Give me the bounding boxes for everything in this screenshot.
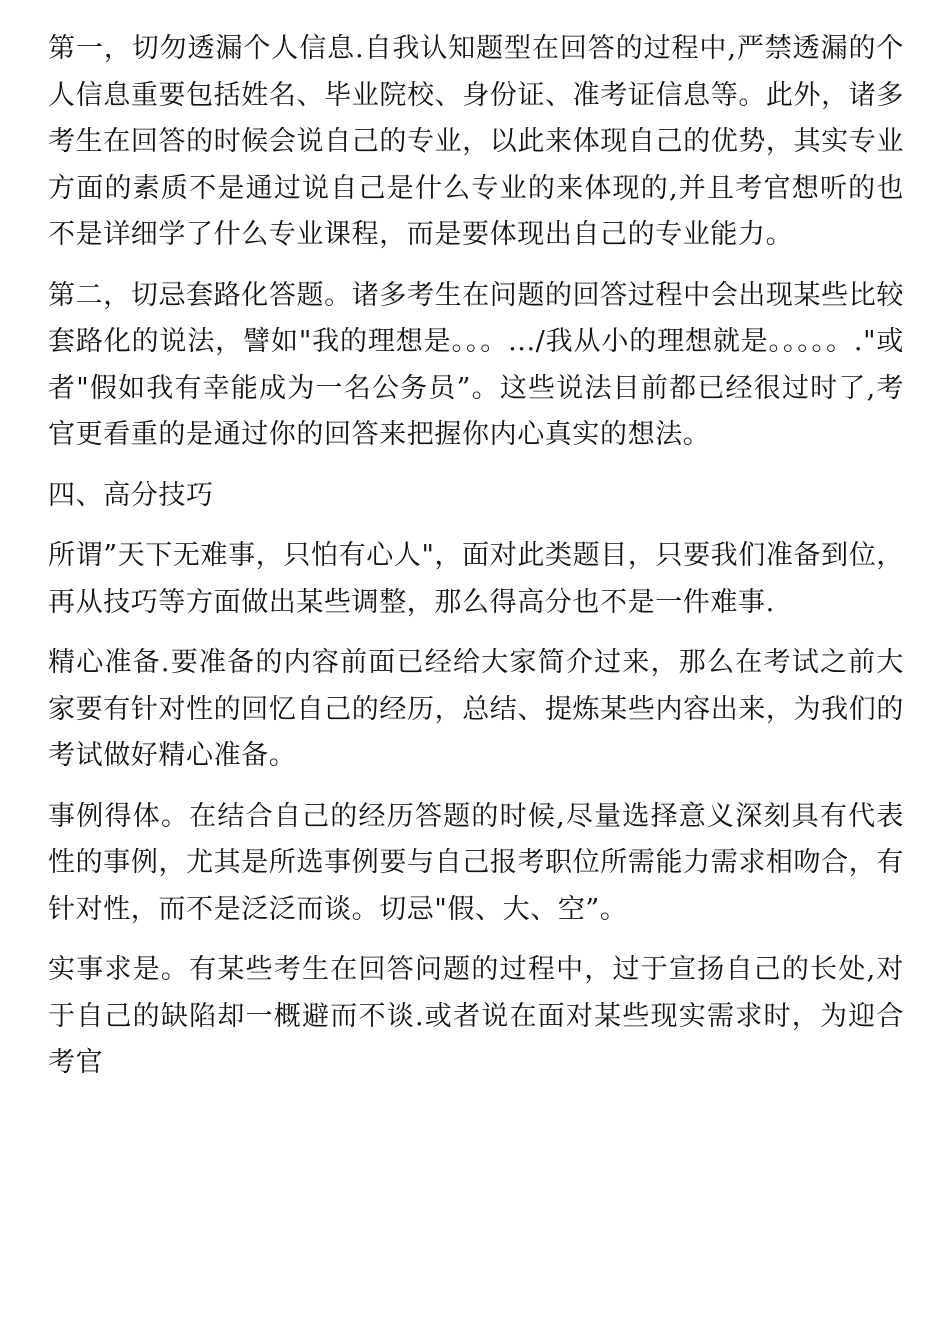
section-heading-high-score-tips: 四、高分技巧 bbox=[48, 479, 214, 511]
paragraph-careful-preparation: 精心准备.要准备的内容前面已经给大家简介过来，那么在考试之前大家要有针对性的回忆自己的经历，总结、提炼某些内容出来，为我们的考试做好精心准备。 bbox=[48, 647, 904, 771]
paragraph-avoid-formulaic-answers: 第二，切忌套路化答题。诸多考生在问题的回答过程中会出现某些比较套路化的说法，譬如"我的理想是。。。.../我从小的理想就是。。。。。."或者"假如我有幸能成为一名公务员”。这些说法目前都已经很过时了,考官更看重的是通过你的回答来把握你内心真实的想法。 bbox=[48, 279, 904, 450]
paragraph-avoid-personal-info: 第一，切勿透漏个人信息.自我认知题型在回答的过程中,严禁透漏的个人信息重要包括姓名、毕业院校、身份证、准考证信息等。此外，诸多考生在回答的时候会说自己的专业，以此来体现自己的优势，其实专业方面的素质不是通过说自己是什么专业的来体现的,并且考官想听的也不是详细学了什么专业课程，而是要体现出自己的专业能力。 bbox=[48, 33, 904, 250]
paragraph-appropriate-examples: 事例得体。在结合自己的经历答题的时候,尽量选择意义深刻具有代表性的事例，尤其是所选事例要与自己报考职位所需能力需求相吻合，有针对性，而不是泛泛而谈。切忌"假、大、空”。 bbox=[48, 800, 904, 925]
document-page bbox=[48, 26, 904, 1101]
paragraph-be-realistic: 实事求是。有某些考生在回答问题的过程中，过于宣扬自己的长处,对于自己的缺陷却一概避而不谈.或者说在面对某些现实需求时，为迎合考官 bbox=[48, 954, 904, 1078]
paragraph-intro-tips: 所谓”天下无难事，只怕有心人"，面对此类题目，只要我们准备到位，再从技巧等方面做出某些调整，那么得高分也不是一件难事. bbox=[48, 540, 904, 618]
